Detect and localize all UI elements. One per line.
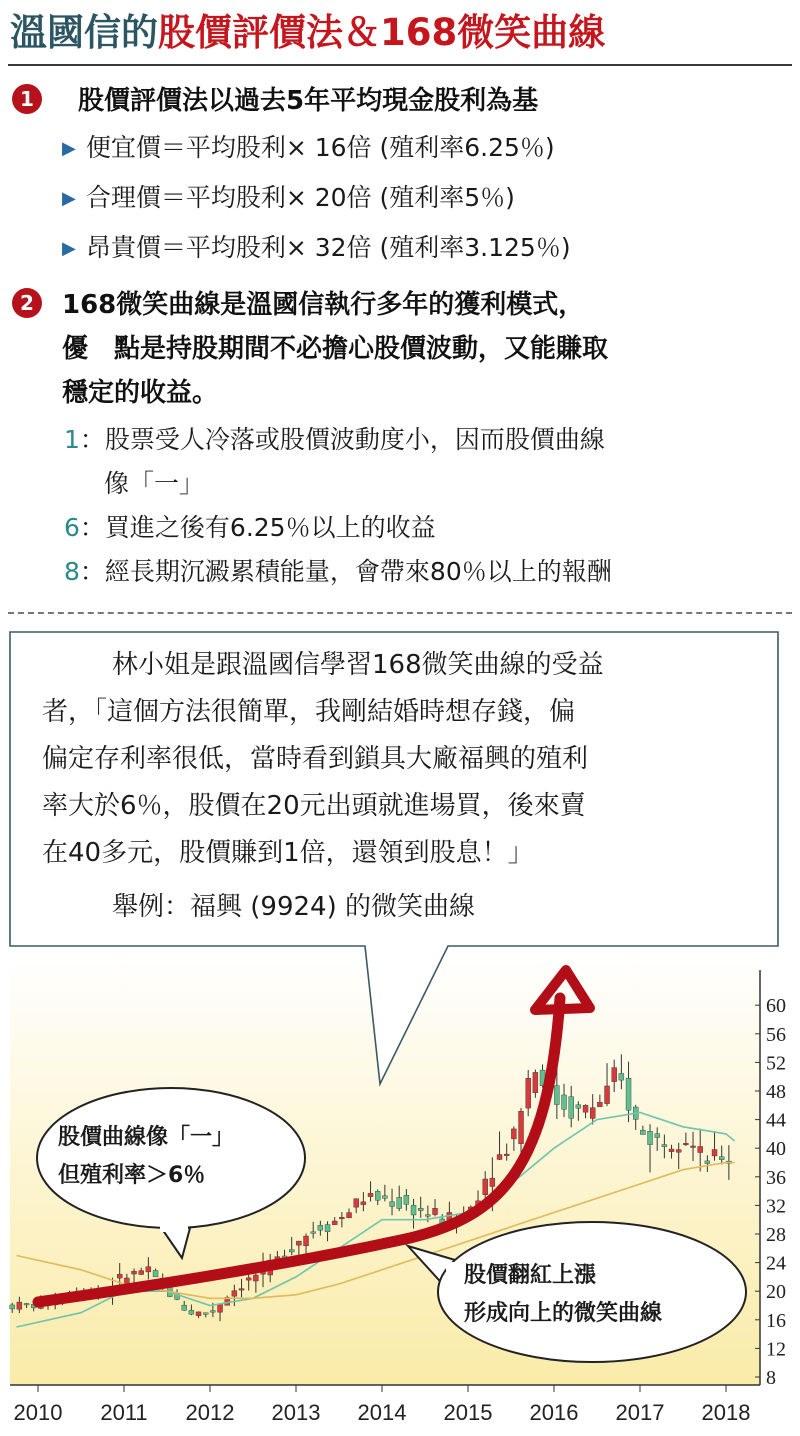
candle-body <box>246 1278 251 1280</box>
candle-body <box>562 1095 567 1109</box>
candle-body <box>311 1232 316 1234</box>
y-tick-label: 32 <box>766 1195 786 1218</box>
point-1: 1：股票受人冷落或股價波動度小，因而股價曲線 <box>64 425 605 454</box>
y-tick-label: 60 <box>766 995 786 1018</box>
y-tick-label: 8 <box>766 1367 776 1389</box>
candle-body <box>368 1193 373 1196</box>
x-tick-label: 2011 <box>100 1400 148 1425</box>
candle-body <box>289 1250 294 1252</box>
candle-body <box>253 1275 258 1281</box>
candle-body <box>10 1305 15 1309</box>
point-text: 買進之後有6.25％以上的收益 <box>104 513 436 542</box>
section1-heading: 股價評價法以過去5年平均現金股利為基 <box>78 86 539 116</box>
candle-body <box>640 1130 645 1134</box>
candle-body <box>433 1208 438 1214</box>
candle-body <box>139 1271 144 1275</box>
point-digit: 8 <box>64 557 80 586</box>
candle-body <box>239 1289 244 1291</box>
triangle-bullet-icon: ▶ <box>62 238 76 259</box>
left-bubble-line-1: 股價曲線像「一」 <box>58 1125 235 1150</box>
section2-number-badge: 2 <box>12 288 42 318</box>
candle-body <box>411 1205 416 1215</box>
candle-body <box>583 1105 588 1112</box>
candle-body <box>304 1236 309 1246</box>
candle-body <box>382 1196 387 1198</box>
candle-body <box>676 1150 681 1153</box>
candle-body <box>554 1086 559 1105</box>
callout-line-2: 者，「這個方法很簡單，我剛結婚時想存錢，偏 <box>42 697 576 727</box>
point-digit: 6 <box>64 513 80 542</box>
x-axis-ticks <box>14 1385 751 1425</box>
candle-body <box>296 1241 301 1245</box>
point-text: 經長期沉澱累積能量，會帶來80％以上的報酬 <box>104 557 612 586</box>
candle-body <box>490 1178 495 1186</box>
bullet-text: 合理價＝平均股利× 20倍 (殖利率5％) <box>85 183 515 212</box>
candle-body <box>619 1073 624 1080</box>
candle-body <box>497 1155 502 1160</box>
candle-body <box>605 1086 610 1104</box>
candle-body <box>354 1199 359 1208</box>
y-tick-label: 44 <box>766 1109 786 1132</box>
y-tick-label: 56 <box>766 1023 786 1046</box>
y-tick-label: 36 <box>766 1166 786 1189</box>
candle-body <box>347 1213 352 1218</box>
y-tick-label: 52 <box>766 1052 786 1075</box>
candle-body <box>691 1146 696 1148</box>
point-1-continued: 像「一」 <box>104 469 205 498</box>
callout-example: 舉例：福興 (9924) 的微笑曲線 <box>112 892 475 922</box>
title-main: 股價評價法＆168微笑曲線 <box>158 11 606 54</box>
x-tick-label: 2010 <box>13 1400 63 1425</box>
candle-body <box>146 1267 151 1272</box>
candle-body <box>397 1197 402 1208</box>
candle-body <box>569 1097 574 1118</box>
candle-body <box>533 1072 538 1092</box>
candle-body <box>218 1304 223 1312</box>
candle-body <box>24 1303 29 1305</box>
section2-heading-line3: 穩定的收益。 <box>62 378 219 408</box>
candle-body <box>425 1215 430 1217</box>
candle-body <box>404 1195 409 1204</box>
candle-body <box>612 1068 617 1082</box>
candle-body <box>210 1311 215 1313</box>
candle-body <box>648 1131 653 1144</box>
x-tick-label: 2014 <box>357 1400 407 1425</box>
bullet-text: 昂貴價＝平均股利× 32倍 (殖利率3.125％) <box>85 233 571 262</box>
section2-heading-line1: 168微笑曲線是溫國信執行多年的獲利模式， <box>62 290 585 320</box>
right-bubble-line-2: 形成向上的微笑曲線 <box>464 1301 663 1326</box>
left-bubble-line-2: 但殖利率＞6％ <box>58 1163 206 1188</box>
candle-body <box>17 1302 22 1309</box>
candle-body <box>669 1149 674 1152</box>
candle-body <box>576 1105 581 1108</box>
candle-body <box>361 1202 366 1205</box>
candle-body <box>597 1102 602 1106</box>
point-text: 股票受人冷落或股價波動度小，因而股價曲線 <box>104 425 605 454</box>
section1-number-badge: 1 <box>12 84 42 114</box>
candle-body <box>182 1305 187 1310</box>
x-tick-label: 2018 <box>701 1400 751 1425</box>
candle-body <box>203 1313 208 1315</box>
x-tick-label: 2016 <box>529 1400 579 1425</box>
candle-body <box>511 1129 516 1139</box>
candle-body <box>132 1271 137 1274</box>
candle-body <box>655 1134 660 1138</box>
point-digit: 1 <box>64 425 80 454</box>
candle-body <box>719 1157 724 1160</box>
y-tick-label: 48 <box>766 1081 786 1103</box>
candle-body <box>390 1202 395 1207</box>
x-tick-label: 2013 <box>271 1400 321 1425</box>
x-tick-label: 2017 <box>615 1400 665 1425</box>
title-prefix: 溫國信的 <box>10 11 158 54</box>
y-tick-label: 28 <box>766 1224 786 1246</box>
candle-body <box>339 1217 344 1219</box>
x-tick-label: 2012 <box>185 1400 235 1425</box>
candle-body <box>590 1108 595 1119</box>
y-tick-label: 12 <box>766 1338 786 1361</box>
candle-body <box>626 1078 631 1110</box>
callout-line-4: 率大於6％，股價在20元出頭就進場買，後來賣 <box>42 791 586 821</box>
candle-body <box>196 1312 201 1316</box>
y-tick-label: 16 <box>766 1309 786 1332</box>
candle-body <box>698 1146 703 1152</box>
candle-body <box>325 1225 330 1232</box>
candle-body <box>232 1291 237 1297</box>
point-6: 6：買進之後有6.25％以上的收益 <box>64 513 436 542</box>
candle-body <box>332 1221 337 1225</box>
section2-heading-line2: 優 點是持股期間不必擔心股價波動，又能賺取 <box>62 334 609 364</box>
callout-line-5: 在40多元，股價賺到1倍，還領到股息！」 <box>42 838 534 868</box>
candle-body <box>483 1179 488 1195</box>
callout-line-1: 林小姐是跟溫國信學習168微笑曲線的受益 <box>112 650 604 680</box>
y-tick-label: 20 <box>766 1281 786 1304</box>
candle-body <box>712 1150 717 1156</box>
candle-body <box>683 1143 688 1145</box>
triangle-bullet-icon: ▶ <box>62 138 76 159</box>
point-8: 8：經長期沉澱累積能量，會帶來80％以上的報酬 <box>64 557 612 586</box>
candle-body <box>526 1078 531 1108</box>
bullet-text: 便宜價＝平均股利× 16倍 (殖利率6.25％) <box>85 133 555 162</box>
x-tick-label: 2015 <box>443 1400 493 1425</box>
candle-body <box>705 1161 710 1164</box>
candle-body <box>519 1111 524 1144</box>
candle-body <box>189 1310 194 1314</box>
candle-body <box>318 1225 323 1230</box>
candle-body <box>662 1145 667 1147</box>
y-tick-label: 40 <box>766 1138 786 1161</box>
candle-body <box>117 1274 122 1278</box>
candle-body <box>504 1154 509 1156</box>
candle-body <box>418 1208 423 1210</box>
triangle-bullet-icon: ▶ <box>62 188 76 209</box>
candle-body <box>375 1191 380 1200</box>
y-tick-label: 24 <box>766 1252 786 1275</box>
right-bubble-line-1: 股價翻紅上漲 <box>464 1263 597 1288</box>
callout-line-3: 偏定存利率很低，當時看到鎖具大廠福興的殖利 <box>42 744 589 774</box>
candle-body <box>153 1270 158 1276</box>
